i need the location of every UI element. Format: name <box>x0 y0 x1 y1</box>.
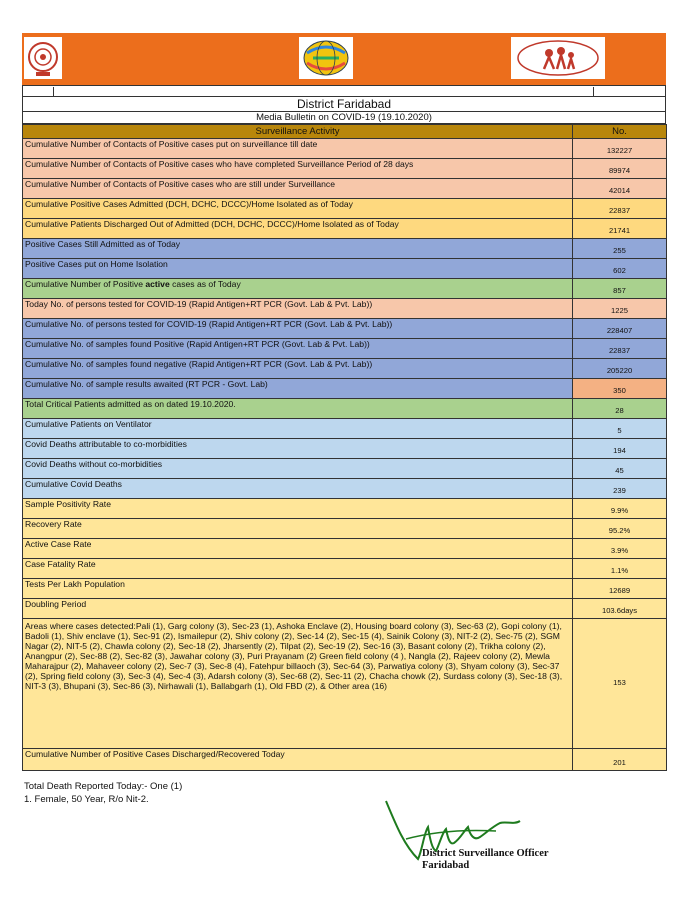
row-value: 5 <box>573 419 667 439</box>
row-label-part: cases as of Today <box>169 279 241 289</box>
table-row <box>23 379 667 399</box>
signer-location: Faridabad <box>422 860 470 871</box>
surveillance-table <box>22 124 667 771</box>
row-value: 205220 <box>573 359 667 379</box>
row-value: 89974 <box>573 159 667 179</box>
table-row <box>23 459 667 479</box>
row-value: 45 <box>573 459 667 479</box>
table-row <box>23 279 667 299</box>
table-row <box>23 339 667 359</box>
row-label: Positive Cases Still Admitted as of Today <box>23 239 573 259</box>
row-value: 42014 <box>573 179 667 199</box>
row-value: 132227 <box>573 139 667 159</box>
row-value: 239 <box>573 479 667 499</box>
table-row <box>23 199 667 219</box>
table-row <box>23 159 667 179</box>
row-value: 28 <box>573 399 667 419</box>
death-note-total: Total Death Reported Today:- One (1) <box>24 781 183 792</box>
table-row <box>23 599 667 619</box>
row-label: Today No. of persons tested for COVID-19 (Rapid Antigen+RT PCR (Govt. Lab & Pvt. Lab)) <box>23 299 573 319</box>
row-value: 194 <box>573 439 667 459</box>
row-value: 95.2% <box>573 519 667 539</box>
row-value: 12689 <box>573 579 667 599</box>
table-row <box>23 519 667 539</box>
row-label: Cumulative No. of samples found negative (Rapid Antigen+RT PCR (Govt. Lab & Pvt. Lab)) <box>23 359 573 379</box>
row-value: 1225 <box>573 299 667 319</box>
row-label-part: Cumulative Number of Positive <box>25 279 146 289</box>
row-label: Cumulative Patients on Ventilator <box>23 419 573 439</box>
header-banner <box>22 33 666 85</box>
signer-block <box>422 848 549 872</box>
row-label: Cumulative Positive Cases Admitted (DCH, DCHC, DCCC)/Home Isolated as of Today <box>23 199 573 219</box>
row-value: 9.9% <box>573 499 667 519</box>
row-value: 22837 <box>573 339 667 359</box>
row-value: 228407 <box>573 319 667 339</box>
row-value: 201 <box>573 749 667 771</box>
death-note-detail: 1. Female, 50 Year, R/o Nit-2. <box>24 794 149 805</box>
row-label: Cumulative Number of Positive Cases Discharged/Recovered Today <box>23 749 573 771</box>
table-header-row <box>23 125 667 139</box>
column-header-activity: Surveillance Activity <box>23 125 573 139</box>
row-value: 602 <box>573 259 667 279</box>
areas-detected-text: Areas where cases detected:Pali (1), Garg colony (3), Sec-23 (1), Ashoka Enclave (2), Housing board colony (3), Sec-63 (2), Gopi colony (1), Badoli (1), Shiv enclave (1), Sec-91 (2), Ismailepur (2), Shiv colony (2), Sec-14 (2), Sec-15 (4), Sainik Colony (3), NIT-2 (2), Sec-75 (2), SGM Nagar (2), NIT-5 (2), Chawla colony (2), Sec-18 (2), Jharsently (2), Tilpat (2), Sec-19 (2), Sec-16 (3), Basant colony (2), Trikha colony (2), Anangpur (2), Sec-88 (2), Sec-82 (3), Jawahar colony (3), Puri Prayanam (2) Green field colony (4 ), Nangla (2), Rajeev colony (2), Mewla Maharajpur (2), Mahaveer colony (2), Sec-7 (3), Sec-8 (4), Fatehpur billaoch (3), Sec-64 (3), Parwatiya colony (3), Shyam colony (3), Sec-37 (2), Spring field colony (3), Sec-3 (4), Sec-4 (3), Adarsh colony (3), Sec-68 (2), Sec-11 (2), Chacha chowk (2), Surdass colony (3), Sec-18 (3), NIT-3 (3), Bhupani (3), Sec-86 (3), Nirhawali (1), Ballabgarh (1), Old FBD (2), & Other area (16) <box>23 619 573 749</box>
table-row <box>23 259 667 279</box>
row-label: Cumulative Covid Deaths <box>23 479 573 499</box>
table-row <box>23 479 667 499</box>
row-label: Cumulative Number of Contacts of Positive cases who are still under Surveillance <box>23 179 573 199</box>
table-row <box>23 219 667 239</box>
row-label: Cumulative No. of samples found Positive (Rapid Antigen+RT PCR (Govt. Lab & Pvt. Lab)) <box>23 339 573 359</box>
table-row <box>23 179 667 199</box>
row-value: 153 <box>573 619 667 749</box>
row-label: Cumulative No. of sample results awaited (RT PCR - Govt. Lab) <box>23 379 573 399</box>
blank-strip <box>22 85 666 97</box>
table-row <box>23 319 667 339</box>
table-row <box>23 559 667 579</box>
table-row <box>23 139 667 159</box>
row-label-bold: active <box>145 279 170 289</box>
column-header-number: No. <box>573 125 667 139</box>
row-label: Cumulative No. of persons tested for COVID-19 (Rapid Antigen+RT PCR (Govt. Lab & Pvt. Lab)) <box>23 319 573 339</box>
table-row <box>23 499 667 519</box>
row-label: Covid Deaths attributable to co-morbidities <box>23 439 573 459</box>
national-health-mission-logo-icon <box>511 37 605 79</box>
health-globe-logo-icon <box>299 37 353 79</box>
row-value: 3.9% <box>573 539 667 559</box>
row-label <box>23 279 573 299</box>
row-value: 255 <box>573 239 667 259</box>
row-label: Covid Deaths without co-morbidities <box>23 459 573 479</box>
row-value: 1.1% <box>573 559 667 579</box>
signer-title: District Surveillance Officer <box>422 848 549 859</box>
table-row <box>23 579 667 599</box>
row-label: Cumulative Patients Discharged Out of Admitted (DCH, DCHC, DCCC)/Home Isolated as of Today <box>23 219 573 239</box>
bulletin-subtitle: Media Bulletin on COVID-19 (19.10.2020) <box>22 112 666 124</box>
table-row <box>23 619 667 749</box>
row-value: 350 <box>573 379 667 399</box>
row-label: Doubling Period <box>23 599 573 619</box>
row-label: Cumulative Number of Contacts of Positive cases who have completed Surveillance Period of 28 days <box>23 159 573 179</box>
table-row <box>23 539 667 559</box>
district-title: District Faridabad <box>22 97 666 112</box>
death-notes <box>24 780 182 806</box>
row-label: Sample Positivity Rate <box>23 499 573 519</box>
table-row <box>23 239 667 259</box>
row-label: Active Case Rate <box>23 539 573 559</box>
table-row <box>23 299 667 319</box>
table-row <box>23 359 667 379</box>
row-label: Total Critical Patients admitted as on dated 19.10.2020. <box>23 399 573 419</box>
table-row <box>23 439 667 459</box>
table-row <box>23 399 667 419</box>
row-label: Positive Cases put on Home Isolation <box>23 259 573 279</box>
row-label: Tests Per Lakh Population <box>23 579 573 599</box>
row-label: Recovery Rate <box>23 519 573 539</box>
table-row <box>23 749 667 771</box>
row-value: 21741 <box>573 219 667 239</box>
table-row <box>23 419 667 439</box>
row-label: Case Fatality Rate <box>23 559 573 579</box>
row-value: 103.6days <box>573 599 667 619</box>
haryana-govt-emblem-icon <box>24 37 62 79</box>
row-label: Cumulative Number of Contacts of Positive cases put on surveillance till date <box>23 139 573 159</box>
row-value: 22837 <box>573 199 667 219</box>
row-value: 857 <box>573 279 667 299</box>
